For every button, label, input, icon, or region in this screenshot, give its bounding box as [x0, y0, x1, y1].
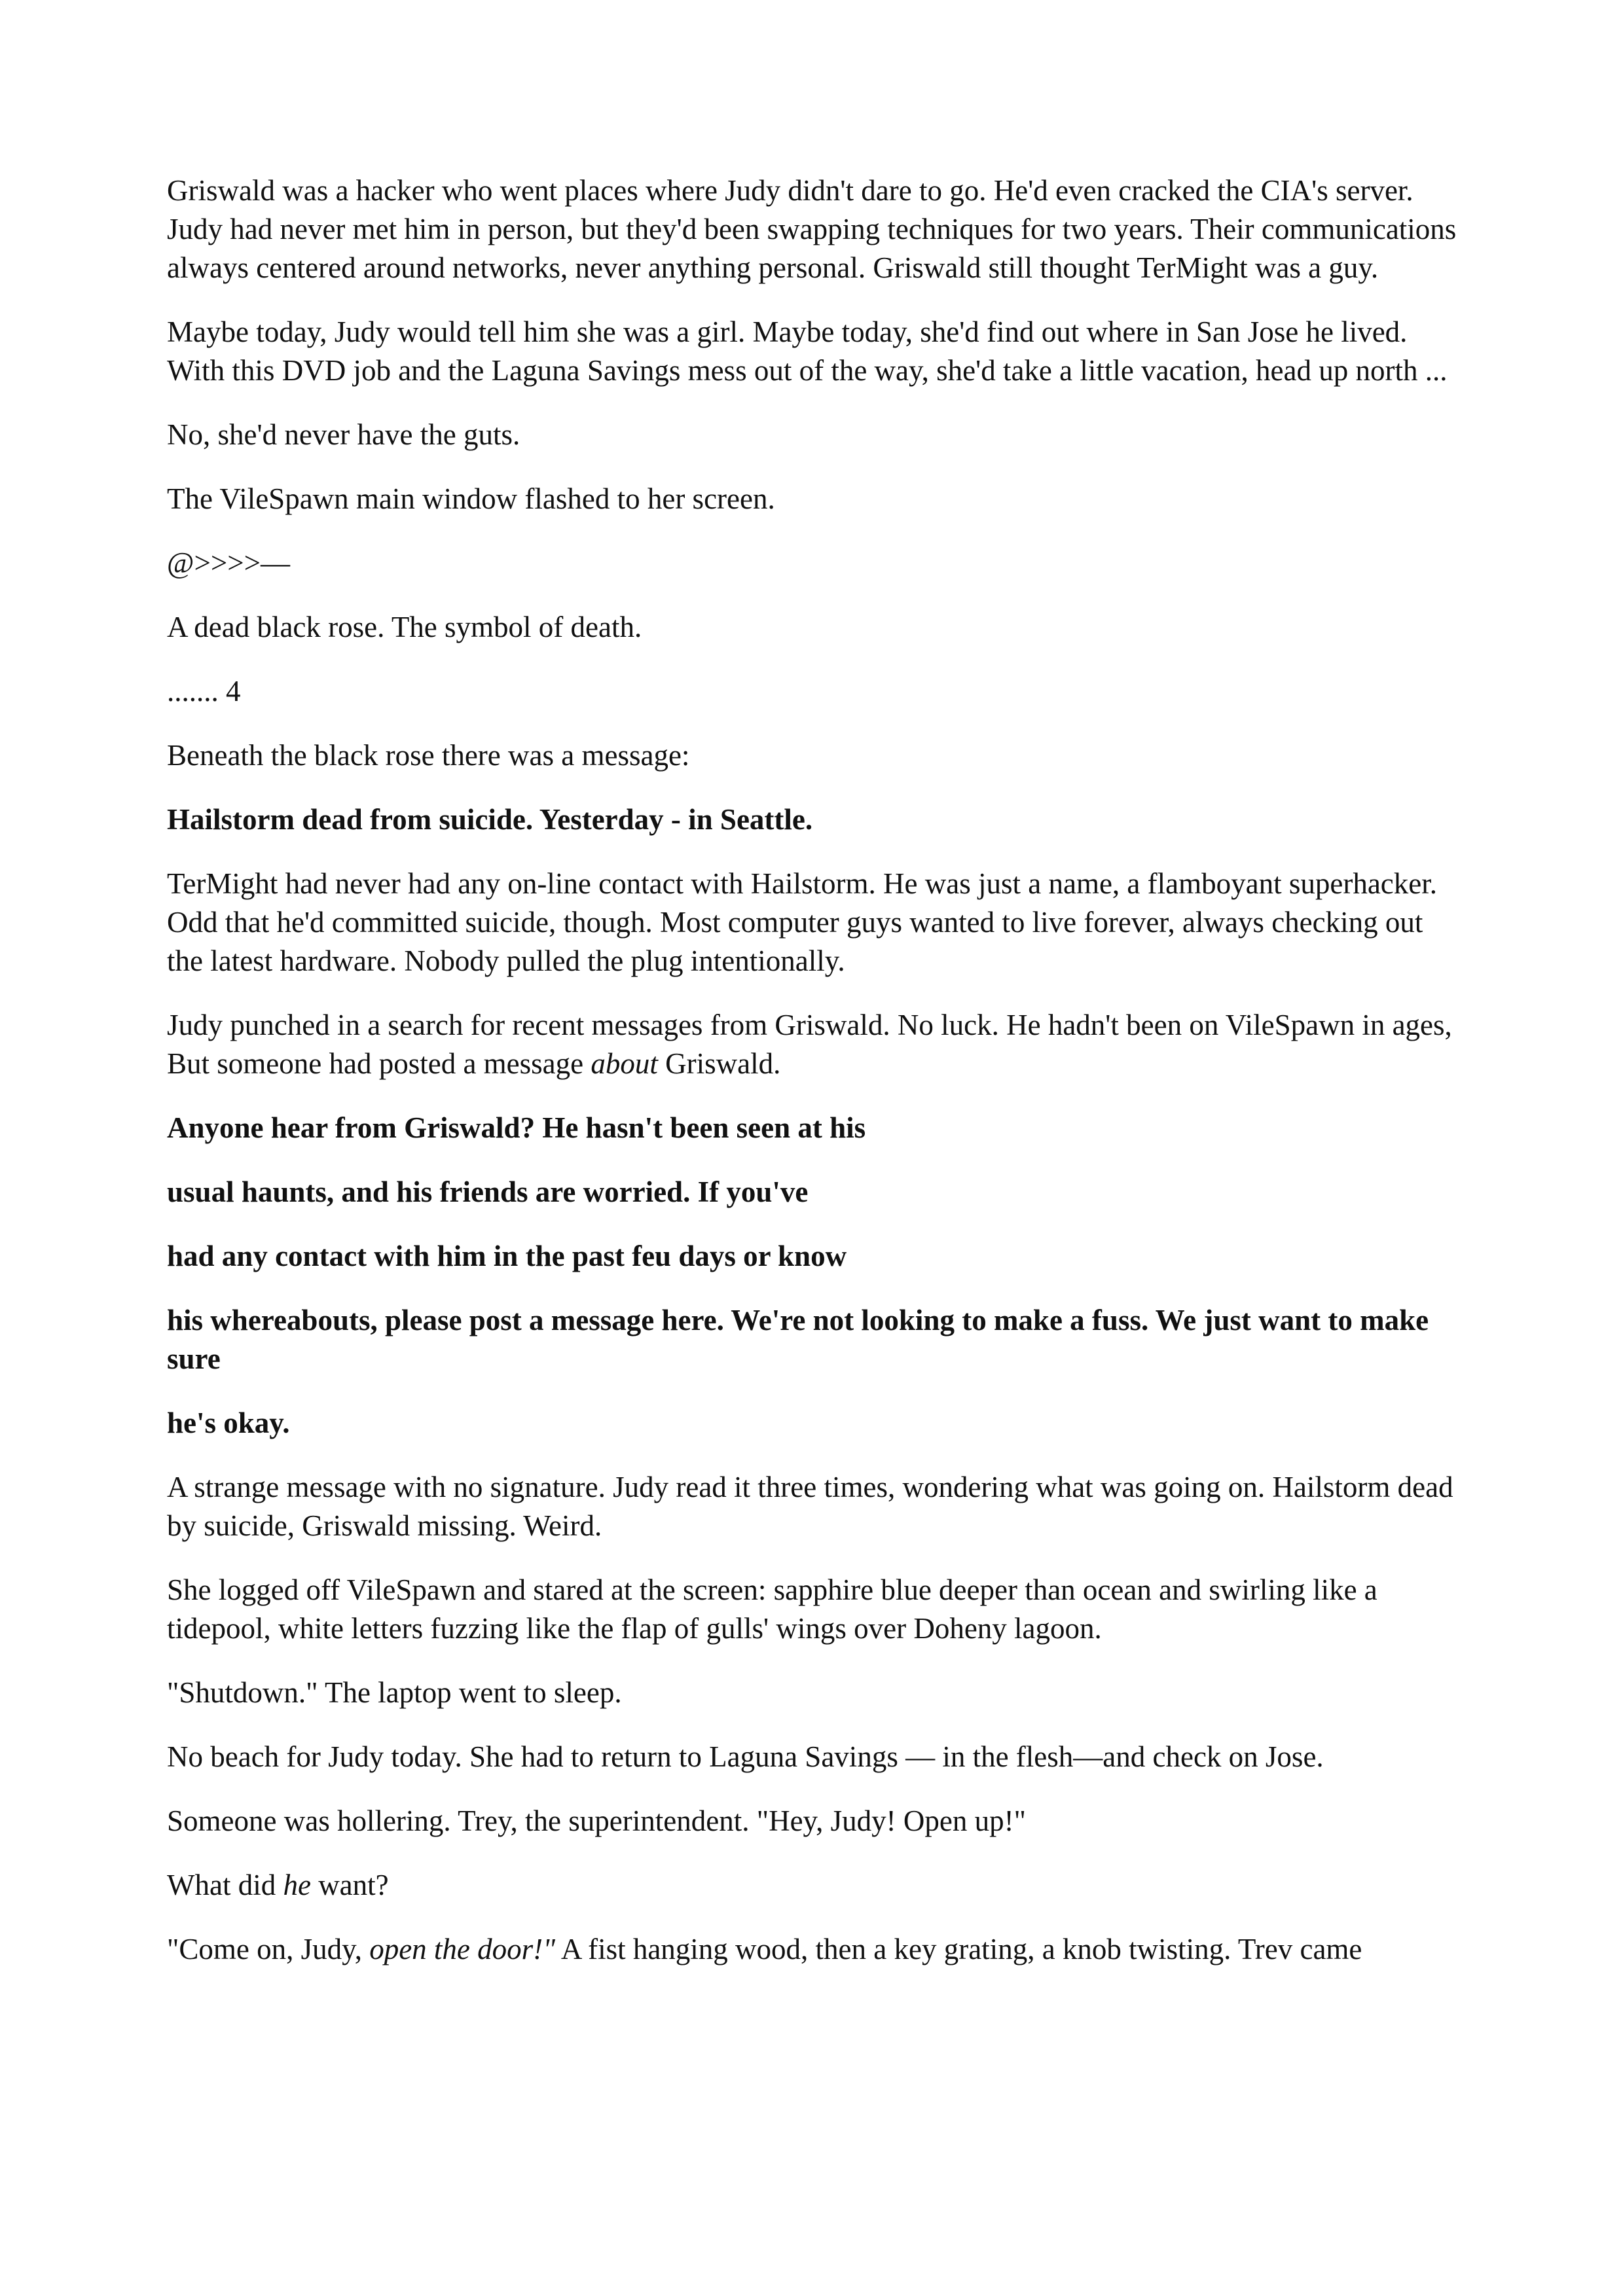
- come-on-text-a: "Come on, Judy,: [167, 1933, 370, 1965]
- message-line-2: usual haunts, and his friends are worried. If you've: [167, 1175, 809, 1208]
- message-line-4: his whereabouts, please post a message here. We're not looking to make a fuss. We just want to make sure: [167, 1304, 1429, 1375]
- paragraph-no-guts: No, she'd never have the guts.: [167, 418, 520, 451]
- paragraph-vilespawn-window: The VileSpawn main window flashed to her screen.: [167, 482, 775, 515]
- judy-search-emphasis: about: [591, 1047, 658, 1080]
- paragraph-rose-symbol: @>>>>—: [167, 547, 290, 579]
- paragraph-shutdown: "Shutdown." The laptop went to sleep.: [167, 1676, 622, 1709]
- message-line-5: he's okay.: [167, 1407, 290, 1439]
- what-did-text-a: What did: [167, 1869, 283, 1901]
- paragraph-maybe-today: Maybe today, Judy would tell him she was a girl. Maybe today, she'd find out where in San Jose he lived. With this DVD job and the Laguna Savings mess out of the way, she'd take a little vacation, head up north ...: [167, 315, 1448, 387]
- paragraph-someone-hollering: Someone was hollering. Trey, the superintendent. "Hey, Judy! Open up!": [167, 1804, 1026, 1837]
- paragraph-termight-hailstorm: TerMight had never had any on-line contact with Hailstorm. He was just a name, a flamboyant superhacker. Odd that he'd committed suicide, though. Most computer guys wanted to live forever, always checking out the latest hardware. Nobody pulled the plug intentionally.: [167, 867, 1437, 977]
- paragraph-ellipsis-4: ....... 4: [167, 675, 241, 708]
- paragraph-beneath-rose: Beneath the black rose there was a message:: [167, 739, 690, 772]
- what-did-text-b: want?: [310, 1869, 389, 1901]
- document-page: [167, 171, 1457, 1994]
- paragraph-no-beach: No beach for Judy today. She had to return to Laguna Savings — in the flesh—and check on Jose.: [167, 1740, 1324, 1773]
- message-hailstorm: Hailstorm dead from suicide. Yesterday - in Seattle.: [167, 803, 813, 836]
- paragraph-griswald-intro: Griswald was a hacker who went places where Judy didn't dare to go. He'd even cracked the CIA's server. Judy had never met him in person, but they'd been swapping techniques for two years. Their communications always centered around networks, never anything personal. Griswald still thought TerMight was a guy.: [167, 174, 1457, 284]
- come-on-text-b: A fist hanging wood, then a key grating, a knob twisting. Trev came: [555, 1933, 1362, 1965]
- judy-search-text-a: Judy punched in a search for recent messages from Griswald. No luck. He hadn't been on VileSpawn in ages, But someone had posted a message: [167, 1009, 1452, 1080]
- paragraph-logged-off: She logged off VileSpawn and stared at the screen: sapphire blue deeper than ocean and swirling like a tidepool, white letters fuzzing like the flap of gulls' wings over Doheny lagoon.: [167, 1573, 1377, 1645]
- paragraph-strange-message: A strange message with no signature. Judy read it three times, wondering what was going on. Hailstorm dead by suicide, Griswald missing. Weird.: [167, 1471, 1453, 1542]
- come-on-emphasis: open the door!": [369, 1933, 556, 1965]
- judy-search-text-b: Griswald.: [657, 1047, 781, 1080]
- paragraph-dead-rose: A dead black rose. The symbol of death.: [167, 611, 642, 643]
- paragraph-judy-search: [167, 1006, 1457, 1083]
- paragraph-what-did-he-want: [167, 1866, 1457, 1905]
- paragraph-come-on-judy: [167, 1930, 1457, 1969]
- what-did-emphasis: he: [283, 1869, 311, 1901]
- message-line-1: Anyone hear from Griswald? He hasn't been seen at his: [167, 1111, 866, 1144]
- message-line-3: had any contact with him in the past feu days or know: [167, 1240, 847, 1272]
